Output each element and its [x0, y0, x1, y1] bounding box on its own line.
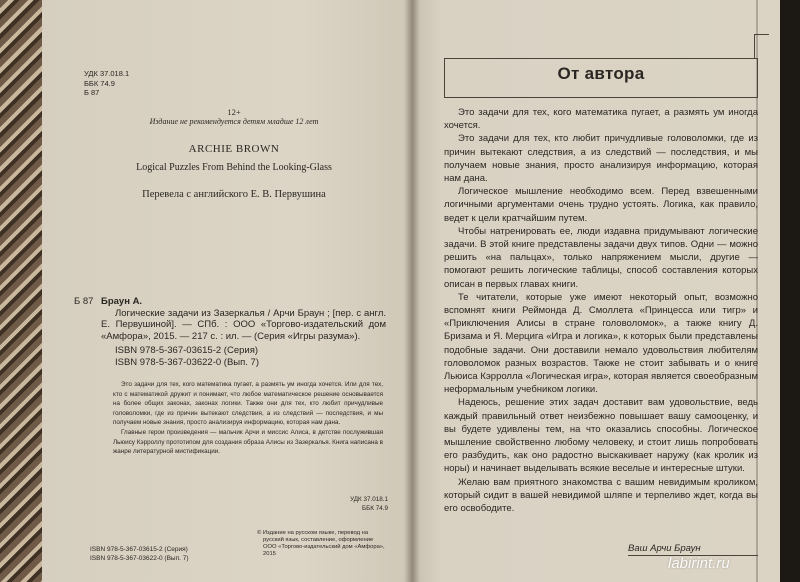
isbn-series-line: ISBN 978-5-367-03615-2 (Серия) [90, 546, 188, 553]
foreword-paragraph: Это задачи для тех, кого математика пугает, а размять ум иногда хочется. [444, 107, 758, 132]
catalog-author-code: Б 87 [74, 296, 94, 307]
translator-credit: Перевела с английского Е. В. Первушина [142, 189, 326, 200]
age-warning: Издание не рекомендуется детям младше 12 лет [149, 117, 319, 126]
catalog-isbn-series: ISBN 978-5-367-03615-2 (Серия) [115, 345, 258, 356]
catalog-description: Логические задачи из Зазеркалья / Арчи Браун ; [пер. с англ. Е. Первушиной]. — СПб. : ООО «Торгово-издательский дом «Амфора», 2015. — 217 с. : ил. — (Серия «Игры разума»). [101, 307, 386, 342]
udk-line: УДК 37.018.1 [350, 496, 388, 503]
foreword-paragraph: Желаю вам приятного знакомства с вашим невидимым кроликом, который сидит в вашей невидимой шляпе и терпеливо ждет, когда вы его освободите. [444, 476, 758, 515]
copyright-line: © Издание на русском языке, перевод на русский язык, составление, оформление ООО «Торгово-издательский дом «Амфора», 2015 [257, 530, 385, 557]
foreword-paragraph: Надеюсь, решение этих задач доставит вам удовольствие, ведь каждый правильный ответ неизбежно повышает вашу самооценку, и вы будете удивлены тем, на что оказались способны. Логическое мышление свойственно любому человеку, и стоит лишь попробовать его разбудить, как оно радостно выскакивает наружу (как кролик из норы) и начинает выделывать всякие веселые и интересные штуки. [444, 397, 758, 475]
catalog-author-name: Браун А. [101, 296, 143, 307]
decorative-border [756, 0, 778, 582]
annotation-paragraph: Главные герои произведения — мальчик Арчи и миссис Алиса, в детстве послужившая Льюису Кэрроллу прототипом для создания образа Алисы из Зазеркалья. Книга написана в жанре литературной мистификации. [113, 428, 383, 456]
udk-right-block [328, 495, 388, 513]
isbn-bottom-block [90, 545, 290, 563]
site-watermark: labirint.ru [668, 555, 730, 572]
catalog-isbn-issue: ISBN 978-5-367-03622-0 (Вып. 7) [115, 356, 259, 368]
foreword-paragraph: Чтобы натренировать ее, люди издавна придумывают логические задачи. В этой книге представлены задачи двух типов. Одни — можно решить «на пальцах», только напряжением мысли, другие — помогают решить логические таблицы, способ составления которых описан в первых главах книги. [444, 225, 758, 290]
isbn-issue-line: ISBN 978-5-367-03622-0 (Вып. 7) [90, 555, 189, 562]
udk-block [84, 69, 204, 98]
author-latin: ARCHIE BROWN [188, 143, 280, 155]
heading-frame-corner [754, 34, 769, 59]
book-edge-right [780, 0, 800, 582]
bbk-line: ББК 74.9 [84, 78, 115, 88]
page-heading: От автора [557, 64, 645, 83]
author-foreword [444, 106, 758, 515]
foreword-paragraph: Логическое мышление необходимо всем. Перед взвешенными логичными аргументами очень трудно устоять. Логика, как правило, ведет к цели кратчайшим путем. [444, 186, 758, 224]
author-signature: Ваш Арчи Браун [628, 543, 701, 554]
title-latin: Logical Puzzles From Behind the Looking-Glass [136, 162, 332, 173]
book-edge-pattern [0, 0, 42, 582]
annotation-paragraph: Это задачи для тех, кого математика пугает, а размять ум иногда хочется. Или для тех, кто с математикой дружит и понимает, что любое математическое решение основывается на более общих законах, законах логики. Также они для тех, кто любит причудливые головоломки, где из причин вытекают следствия, а из следствий — последствия, и мы получаем новые знания, просто анализируя информацию, которая нам дана. [113, 381, 383, 427]
book-gutter [404, 0, 420, 582]
annotation [113, 380, 383, 457]
catalog-record [74, 296, 386, 368]
bbk-line: ББК 74.9 [362, 505, 388, 512]
foreword-paragraph: Те читатели, которые уже имеют некоторый опыт, возможно вспомнят книги Реймонда Д. Смоллета «Принцесса или тигр» и «Приключения Алисы в стране головоломок», а также книгу Д. Бризама и Я. Мерцига «Игра и логика», к которых были представлены подобные задачи. Они доставили немало удовольствия любителям головоломок разных возрастов. Также не стоит забывать и о книге Льюиса Кэрролла «Логическая игра», которая является своеобразным неформальным учебником логики. [444, 291, 758, 396]
author-code-line: Б 87 [84, 88, 100, 97]
foreword-paragraph: Это задачи для тех, кто любит причудливые головоломки, где из причин вытекают следствия, а из следствий — последствия, и мы получаем новые знания, просто анализируя информацию, которая нам дана. [444, 133, 758, 185]
age-rating: 12+ [227, 107, 241, 117]
udk-line: УДК 37.018.1 [84, 69, 130, 78]
